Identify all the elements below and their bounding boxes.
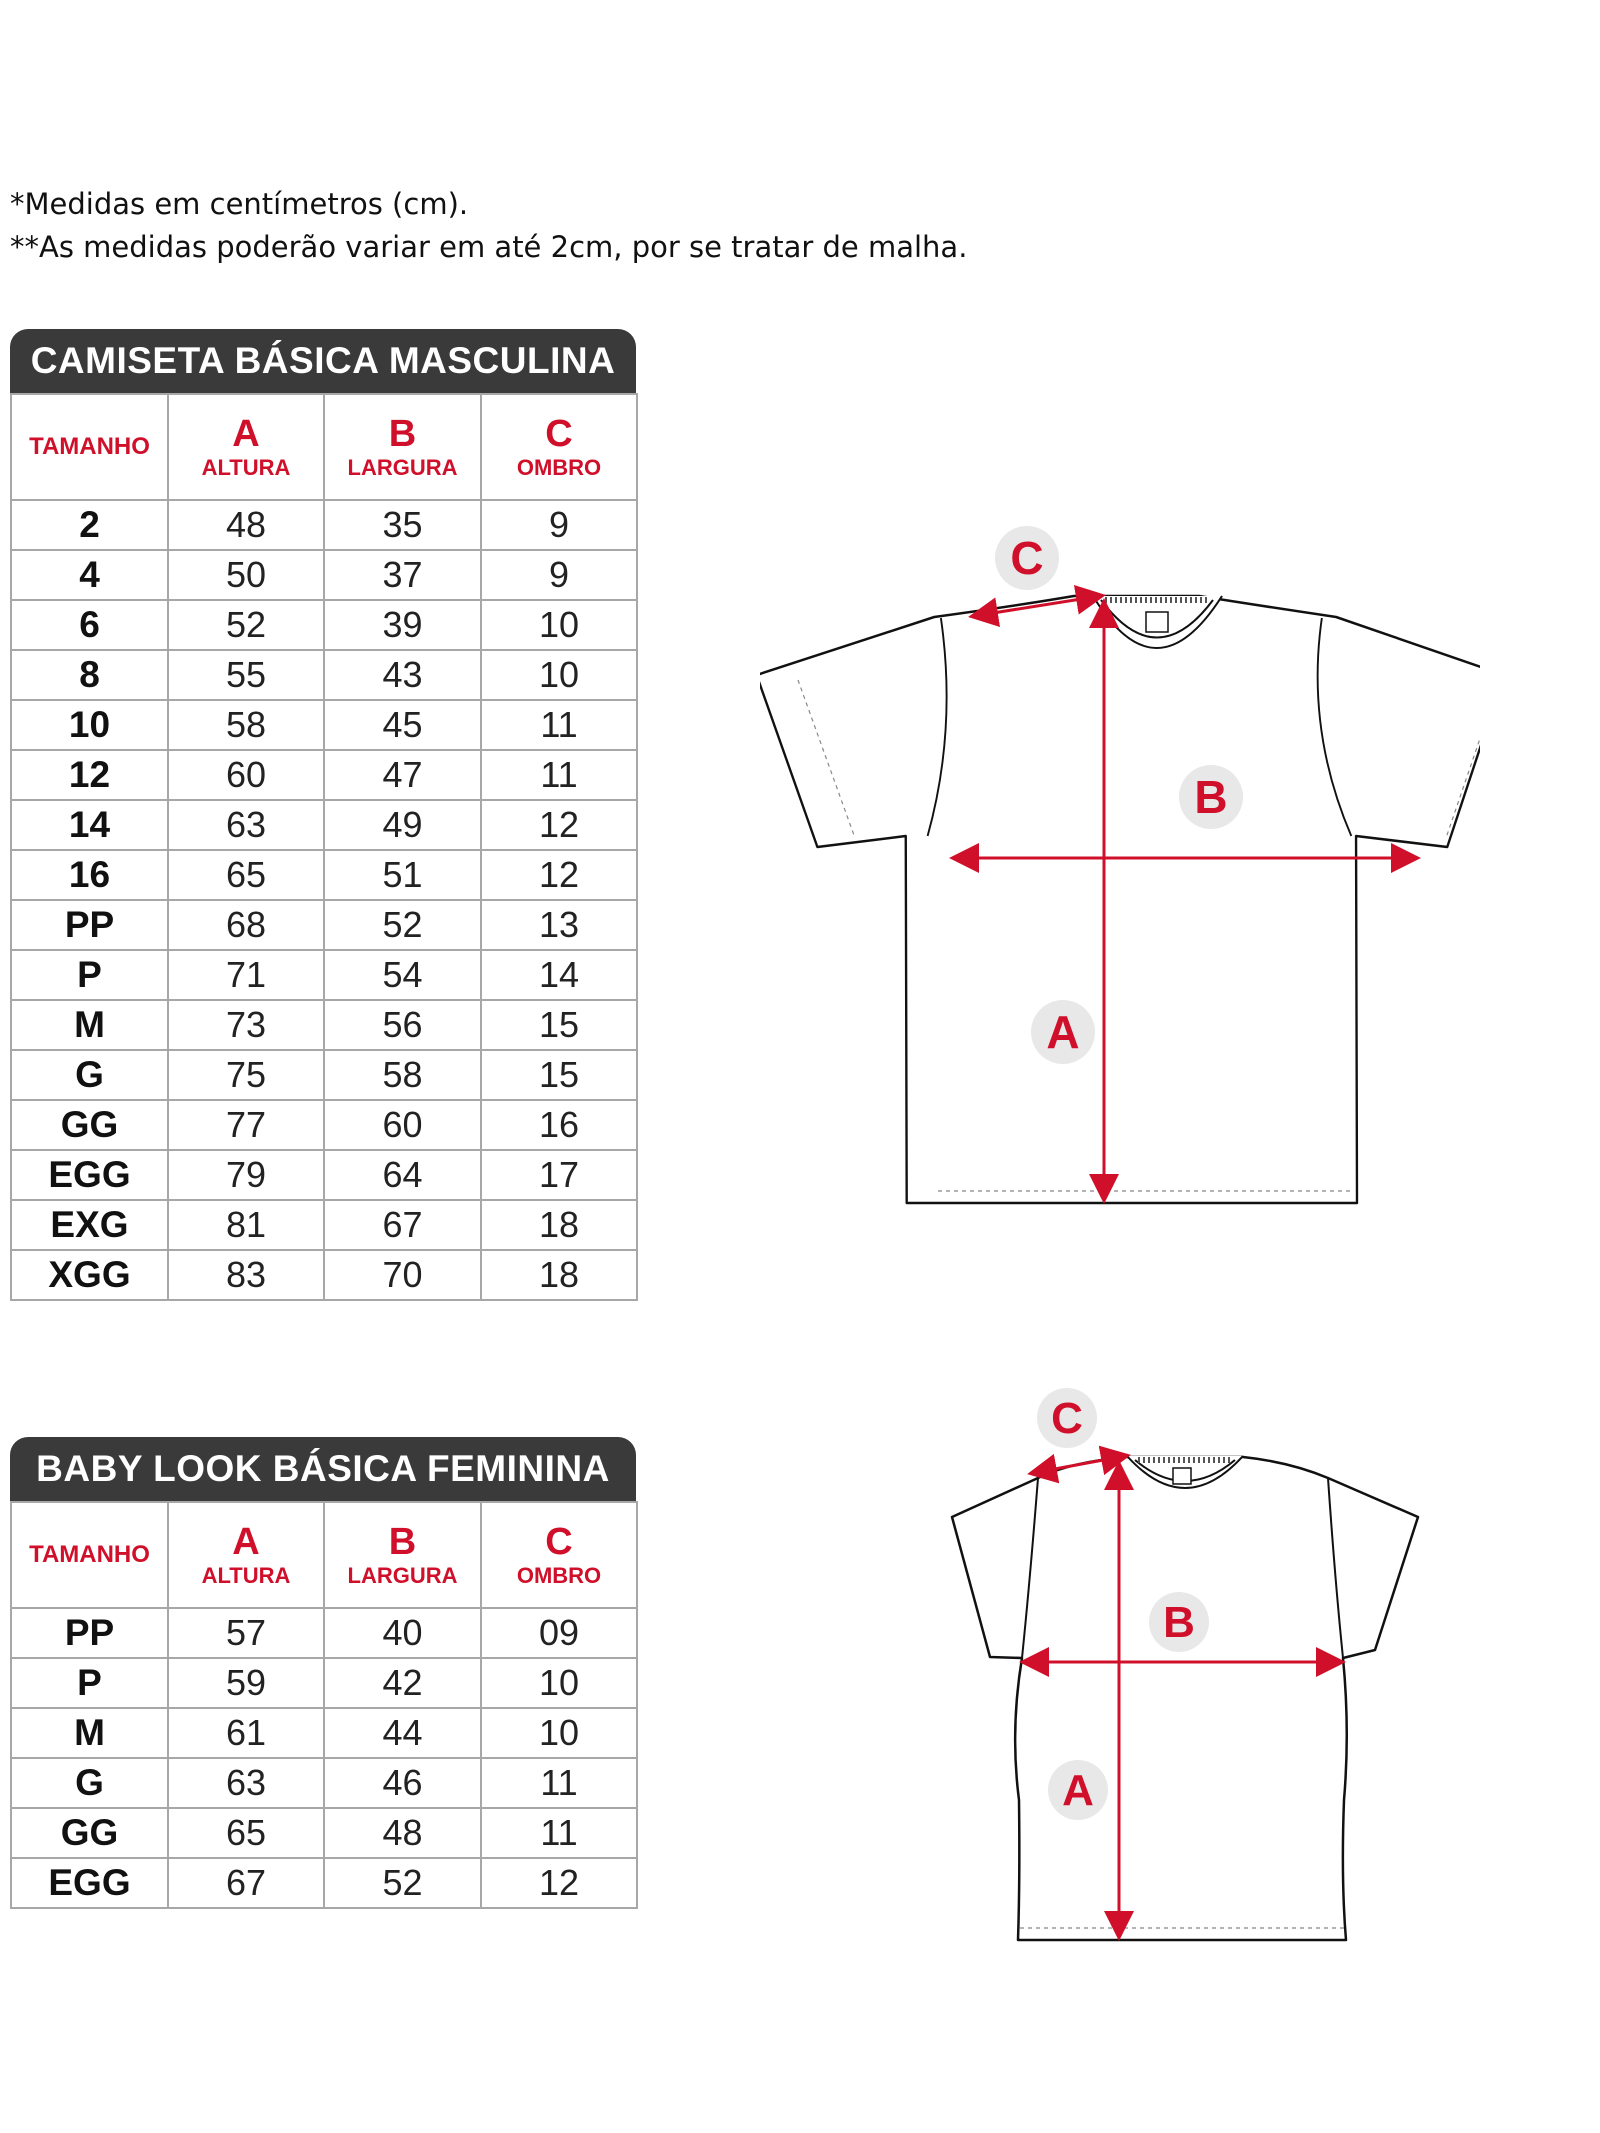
size-cell: GG	[11, 1100, 168, 1150]
label-c: C	[1051, 1394, 1083, 1443]
ombro-cell: 12	[481, 1858, 637, 1908]
altura-cell: 61	[168, 1708, 324, 1758]
table-row	[11, 1050, 637, 1100]
table-row	[11, 800, 637, 850]
largura-cell: 51	[324, 850, 481, 900]
table-row	[11, 1608, 637, 1658]
largura-cell: 56	[324, 1000, 481, 1050]
table-body	[11, 500, 637, 1300]
size-grid	[10, 393, 638, 1301]
largura-cell: 35	[324, 500, 481, 550]
largura-cell: 46	[324, 1758, 481, 1808]
size-cell: M	[11, 1000, 168, 1050]
largura-cell: 64	[324, 1150, 481, 1200]
label-c-badge	[995, 526, 1059, 590]
size-cell: M	[11, 1708, 168, 1758]
size-cell: 16	[11, 850, 168, 900]
ombro-cell: 11	[481, 1808, 637, 1858]
ombro-cell: 10	[481, 600, 637, 650]
table-row	[11, 850, 637, 900]
ombro-cell: 11	[481, 1758, 637, 1808]
label-a: A	[1062, 1766, 1094, 1815]
size-cell: 14	[11, 800, 168, 850]
table-row	[11, 500, 637, 550]
altura-cell: 83	[168, 1250, 324, 1300]
col-letter: B	[388, 1521, 417, 1563]
largura-cell: 49	[324, 800, 481, 850]
largura-cell: 48	[324, 1808, 481, 1858]
ombro-cell: 18	[481, 1250, 637, 1300]
altura-cell: 59	[168, 1658, 324, 1708]
table-row	[11, 950, 637, 1000]
altura-cell: 77	[168, 1100, 324, 1150]
col-header-b	[324, 394, 481, 500]
size-cell: PP	[11, 1608, 168, 1658]
size-cell: G	[11, 1758, 168, 1808]
col-letter: B	[388, 413, 417, 455]
col-header-b	[324, 1502, 481, 1608]
ombro-cell: 11	[481, 700, 637, 750]
altura-cell: 79	[168, 1150, 324, 1200]
altura-cell: 75	[168, 1050, 324, 1100]
largura-cell: 54	[324, 950, 481, 1000]
header-row	[11, 1502, 637, 1608]
altura-cell: 58	[168, 700, 324, 750]
table-row	[11, 1100, 637, 1150]
label-c-badge	[1037, 1388, 1097, 1448]
largura-cell: 52	[324, 900, 481, 950]
col-sublabel: ALTURA	[201, 455, 291, 480]
table-row	[11, 1658, 637, 1708]
ombro-cell: 15	[481, 1050, 637, 1100]
note-tolerance: **As medidas poderão variar em até 2cm, por se tratar de malha.	[10, 230, 968, 264]
label-b-badge	[1149, 1592, 1209, 1652]
size-table-masculina	[10, 329, 636, 1301]
col-sublabel: OMBRO	[516, 1563, 602, 1588]
label-b-badge	[1179, 765, 1243, 829]
header-row	[11, 394, 637, 500]
altura-cell: 71	[168, 950, 324, 1000]
largura-cell: 70	[324, 1250, 481, 1300]
size-cell: P	[11, 950, 168, 1000]
ombro-cell: 9	[481, 550, 637, 600]
largura-cell: 52	[324, 1858, 481, 1908]
size-cell: 8	[11, 650, 168, 700]
table-row	[11, 1150, 637, 1200]
tshirt-diagram-masculina	[760, 520, 1480, 1220]
ombro-cell: 13	[481, 900, 637, 950]
table-row	[11, 1708, 637, 1758]
shirt-outline	[952, 1457, 1418, 1940]
size-cell: 2	[11, 500, 168, 550]
altura-cell: 63	[168, 800, 324, 850]
label-a: A	[1046, 1006, 1080, 1058]
col-header-size: TAMANHO	[11, 1502, 168, 1608]
altura-cell: 65	[168, 850, 324, 900]
altura-cell: 63	[168, 1758, 324, 1808]
size-cell: 6	[11, 600, 168, 650]
col-letter: A	[232, 413, 260, 455]
ombro-cell: 15	[481, 1000, 637, 1050]
size-cell: EGG	[11, 1858, 168, 1908]
table-row	[11, 550, 637, 600]
col-sublabel: LARGURA	[347, 1563, 458, 1588]
size-cell: G	[11, 1050, 168, 1100]
ombro-cell: 14	[481, 950, 637, 1000]
largura-cell: 40	[324, 1608, 481, 1658]
col-header-a	[168, 394, 324, 500]
col-letter: A	[232, 1521, 260, 1563]
col-header-a	[168, 1502, 324, 1608]
largura-cell: 39	[324, 600, 481, 650]
ombro-cell: 16	[481, 1100, 637, 1150]
ombro-cell: 18	[481, 1200, 637, 1250]
ombro-cell: 10	[481, 1658, 637, 1708]
col-sublabel: ALTURA	[201, 1563, 291, 1588]
size-table-feminina	[10, 1437, 636, 1909]
largura-cell: 44	[324, 1708, 481, 1758]
table-row	[11, 1858, 637, 1908]
largura-cell: 47	[324, 750, 481, 800]
size-cell: 10	[11, 700, 168, 750]
table-title: BABY LOOK BÁSICA FEMININA	[10, 1437, 636, 1501]
size-cell: 4	[11, 550, 168, 600]
table-row	[11, 650, 637, 700]
table-row	[11, 700, 637, 750]
col-header-size: TAMANHO	[11, 394, 168, 500]
measurement-notes	[10, 183, 967, 269]
size-cell: GG	[11, 1808, 168, 1858]
altura-cell: 68	[168, 900, 324, 950]
col-header-c	[481, 1502, 637, 1608]
col-letter: C	[545, 413, 573, 455]
ombro-cell: 9	[481, 500, 637, 550]
altura-cell: 60	[168, 750, 324, 800]
ombro-cell: 09	[481, 1608, 637, 1658]
size-cell: PP	[11, 900, 168, 950]
label-b: B	[1163, 1598, 1195, 1647]
altura-cell: 55	[168, 650, 324, 700]
table-title: CAMISETA BÁSICA MASCULINA	[10, 329, 636, 393]
altura-cell: 48	[168, 500, 324, 550]
altura-cell: 73	[168, 1000, 324, 1050]
largura-cell: 67	[324, 1200, 481, 1250]
size-cell: EGG	[11, 1150, 168, 1200]
note-units: *Medidas em centímetros (cm).	[10, 187, 469, 221]
tshirt-diagram-feminina	[930, 1380, 1450, 1960]
ombro-cell: 10	[481, 650, 637, 700]
largura-cell: 42	[324, 1658, 481, 1708]
label-a-badge	[1031, 1000, 1095, 1064]
size-cell: XGG	[11, 1250, 168, 1300]
ombro-cell: 12	[481, 800, 637, 850]
size-grid	[10, 1501, 638, 1909]
largura-cell: 43	[324, 650, 481, 700]
col-sublabel: OMBRO	[516, 455, 602, 480]
ombro-cell: 17	[481, 1150, 637, 1200]
col-letter: C	[545, 1521, 573, 1563]
label-c: C	[1010, 532, 1044, 584]
altura-cell: 65	[168, 1808, 324, 1858]
ombro-cell: 11	[481, 750, 637, 800]
col-sublabel: LARGURA	[347, 455, 458, 480]
ombro-cell: 12	[481, 850, 637, 900]
table-row	[11, 750, 637, 800]
altura-cell: 57	[168, 1608, 324, 1658]
table-row	[11, 1000, 637, 1050]
altura-cell: 67	[168, 1858, 324, 1908]
table-row	[11, 1250, 637, 1300]
label-b: B	[1194, 771, 1228, 823]
table-row	[11, 1200, 637, 1250]
altura-cell: 52	[168, 600, 324, 650]
table-body	[11, 1608, 637, 1908]
table-row	[11, 1758, 637, 1808]
altura-cell: 81	[168, 1200, 324, 1250]
table-row	[11, 600, 637, 650]
largura-cell: 37	[324, 550, 481, 600]
largura-cell: 60	[324, 1100, 481, 1150]
table-row	[11, 900, 637, 950]
table-row	[11, 1808, 637, 1858]
size-cell: EXG	[11, 1200, 168, 1250]
label-a-badge	[1048, 1760, 1108, 1820]
altura-cell: 50	[168, 550, 324, 600]
largura-cell: 45	[324, 700, 481, 750]
largura-cell: 58	[324, 1050, 481, 1100]
size-cell: P	[11, 1658, 168, 1708]
shirt-outline	[760, 595, 1480, 1203]
col-header-c	[481, 394, 637, 500]
size-cell: 12	[11, 750, 168, 800]
ombro-cell: 10	[481, 1708, 637, 1758]
